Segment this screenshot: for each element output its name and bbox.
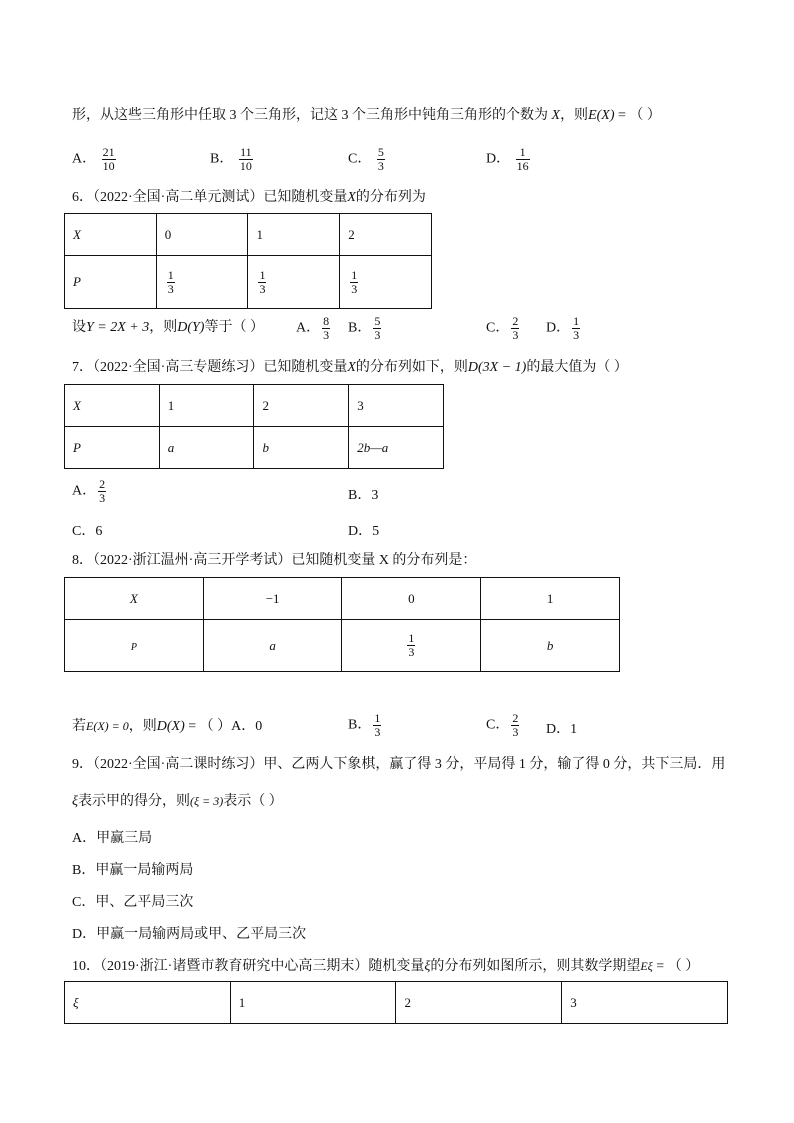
q7-stem bbox=[72, 358, 628, 378]
table-cell: 0 bbox=[156, 214, 248, 256]
fraction bbox=[167, 269, 175, 296]
denominator: 16 bbox=[516, 159, 529, 173]
q8-table bbox=[64, 577, 620, 672]
fraction bbox=[322, 315, 330, 342]
q8-expr-d: D(X) bbox=[156, 719, 185, 734]
table-cell bbox=[159, 427, 254, 469]
denominator: 10 bbox=[102, 159, 115, 173]
cell-text: b bbox=[546, 637, 554, 653]
denominator: 3 bbox=[408, 645, 415, 659]
q5-eq: = （ ） bbox=[614, 108, 661, 123]
q6-option-b bbox=[348, 315, 383, 342]
q6-table bbox=[64, 213, 432, 309]
q9-option-b: B．甲赢一局输两局 bbox=[72, 863, 194, 878]
q10-stem-c: = （ ） bbox=[652, 959, 700, 974]
fraction bbox=[373, 712, 381, 739]
option-label: C． bbox=[348, 151, 372, 167]
numerator: 5 bbox=[377, 145, 384, 159]
q10-stem bbox=[72, 956, 699, 977]
option-label: A． bbox=[72, 483, 97, 499]
table-cell: −1 bbox=[203, 578, 342, 620]
table-cell: 2 bbox=[396, 982, 562, 1024]
q10-stem-b: 的分布列如图所示，则其数学期望 bbox=[430, 959, 641, 974]
table-cell bbox=[65, 427, 160, 469]
table-cell: 3 bbox=[562, 982, 728, 1024]
cell-text: 2b—a bbox=[357, 439, 389, 455]
numerator: 21 bbox=[102, 145, 115, 159]
option-label: D． bbox=[546, 320, 571, 336]
q9-stem: 9．（2022·全国·高二课时练习）甲、乙两人下象棋，赢了得 3 分，平局得 1 分，输了得 0 分，共下三局．用 bbox=[72, 757, 726, 772]
q10-var: ξ bbox=[424, 959, 431, 974]
q9-xi: ξ bbox=[72, 794, 78, 809]
q6-line-c: 等于（ ） bbox=[204, 320, 264, 335]
cell-text: a bbox=[269, 637, 276, 653]
cell-text: P bbox=[73, 274, 81, 289]
q6-option-d bbox=[546, 315, 582, 342]
denominator: 3 bbox=[167, 281, 174, 296]
fraction bbox=[511, 712, 519, 739]
cell-text: P bbox=[73, 439, 81, 455]
fraction bbox=[350, 269, 358, 296]
q8-option-c bbox=[486, 712, 521, 739]
q6-line-b: ，则 bbox=[149, 320, 178, 335]
q5-stem-text: 形，从这些三角形中任取 3 个三角形，记这 3 个三角形中钝角三角形的个数为 bbox=[72, 108, 548, 123]
q6-stem bbox=[72, 188, 426, 208]
cell-text: X bbox=[73, 226, 81, 242]
q10-table bbox=[64, 981, 728, 1024]
option-label: B． bbox=[210, 151, 234, 167]
q7-option-c: C．6 bbox=[72, 524, 103, 539]
q7-stem-a: 7．（2022·全国·高三专题练习）已知随机变量 bbox=[72, 360, 348, 375]
cell-text: b bbox=[262, 439, 269, 455]
option-label: C． bbox=[486, 320, 510, 336]
table-cell bbox=[65, 385, 160, 427]
fraction bbox=[377, 146, 385, 173]
q6-option-a bbox=[296, 315, 332, 342]
denominator: 3 bbox=[259, 281, 266, 296]
q9-option-a: A．甲赢三局 bbox=[72, 831, 153, 846]
table-cell: 1 bbox=[230, 982, 396, 1024]
cell-text: ξ bbox=[73, 994, 79, 1010]
table-cell bbox=[340, 256, 432, 309]
denominator: 10 bbox=[239, 159, 252, 173]
option-label: A． bbox=[72, 151, 97, 167]
q5-expr: E(X) bbox=[588, 108, 615, 123]
table-cell bbox=[254, 427, 349, 469]
q8-option-d: D．1 bbox=[546, 722, 578, 737]
numerator: 1 bbox=[351, 267, 358, 282]
fraction bbox=[407, 632, 415, 659]
fraction bbox=[373, 315, 381, 342]
table-cell bbox=[65, 982, 231, 1024]
q9-line2-c: 表示（ ） bbox=[223, 794, 283, 809]
option-label: B． bbox=[348, 717, 372, 733]
q7-stem-c: 的最大值为（ ） bbox=[526, 360, 628, 375]
denominator: 3 bbox=[573, 328, 580, 342]
q6-line-a: 设 bbox=[72, 320, 86, 335]
option-label: B． bbox=[348, 320, 372, 336]
q9-option-c: C．甲、乙平局三次 bbox=[72, 895, 194, 910]
denominator: 3 bbox=[351, 281, 358, 296]
denominator: 3 bbox=[512, 725, 519, 739]
table-cell: 2 bbox=[340, 214, 432, 256]
table-cell bbox=[65, 256, 157, 309]
q7-table bbox=[64, 384, 444, 469]
fraction bbox=[516, 146, 530, 173]
cell-text: X bbox=[129, 590, 138, 606]
q8-question-line bbox=[72, 716, 262, 737]
q6-var: X bbox=[347, 190, 356, 205]
q7-option-d: D．5 bbox=[348, 524, 380, 539]
q7-stem-b: 的分布列如下，则 bbox=[355, 360, 468, 375]
q5-var: X bbox=[551, 108, 561, 123]
q8-expr-e: E(X) = 0 bbox=[86, 719, 129, 733]
q6-option-c bbox=[486, 315, 521, 342]
numerator: 1 bbox=[516, 146, 530, 160]
q5-stem bbox=[72, 106, 661, 126]
fraction bbox=[511, 315, 519, 342]
numerator: 1 bbox=[573, 314, 580, 328]
cell-text: a bbox=[167, 439, 175, 455]
table-cell bbox=[65, 620, 204, 672]
table-cell bbox=[65, 578, 204, 620]
q7-option-a bbox=[72, 478, 108, 505]
denominator: 3 bbox=[377, 159, 384, 173]
denominator: 3 bbox=[512, 328, 519, 342]
numerator: 2 bbox=[512, 314, 519, 328]
table-cell bbox=[203, 620, 342, 672]
numerator: 8 bbox=[323, 314, 330, 328]
q8-option-b bbox=[348, 712, 383, 739]
q5-option-d bbox=[486, 146, 532, 173]
denominator: 3 bbox=[323, 328, 330, 342]
q8-line-a: 若 bbox=[72, 719, 86, 734]
table-cell bbox=[349, 427, 444, 469]
q9-stem-line2 bbox=[72, 791, 283, 812]
table-cell: 1 bbox=[481, 578, 620, 620]
q7-expr: D(3X − 1) bbox=[467, 360, 527, 375]
fraction bbox=[102, 146, 116, 173]
option-label: D． bbox=[486, 151, 511, 167]
numerator: 5 bbox=[374, 314, 381, 328]
denominator: 3 bbox=[99, 491, 106, 505]
table-cell bbox=[342, 620, 481, 672]
q10-stem-a: 10．（2019·浙江·诸暨市教育研究中心高三期末）随机变量 bbox=[72, 959, 425, 974]
q8-stem: 8．（2022·浙江温州·高三开学考试）已知随机变量 X 的分布列是： bbox=[72, 553, 477, 568]
table-cell: 0 bbox=[342, 578, 481, 620]
table-cell: 2 bbox=[254, 385, 349, 427]
q7-option-b: B．3 bbox=[348, 488, 379, 503]
table-cell: 1 bbox=[159, 385, 254, 427]
denominator: 3 bbox=[374, 725, 381, 739]
table-cell: 3 bbox=[349, 385, 444, 427]
numerator: 2 bbox=[99, 477, 106, 491]
numerator: 11 bbox=[240, 145, 252, 159]
numerator: 1 bbox=[167, 267, 174, 282]
q5-ask: ，则 bbox=[560, 108, 589, 123]
option-label: C． bbox=[486, 717, 510, 733]
denominator: 3 bbox=[374, 328, 381, 342]
q5-option-c bbox=[348, 146, 387, 173]
table-cell bbox=[65, 214, 157, 256]
fraction bbox=[239, 146, 253, 173]
q6-stem-a: 6．（2022·全国·高二单元测试）已知随机变量 bbox=[72, 190, 348, 205]
table-cell bbox=[248, 256, 340, 309]
numerator: 1 bbox=[408, 631, 415, 645]
fraction bbox=[572, 315, 580, 342]
q10-expr: Eξ bbox=[640, 959, 653, 973]
q8-line-c: = （ ）A．0 bbox=[184, 719, 263, 734]
fraction bbox=[258, 269, 266, 296]
q5-option-a bbox=[72, 146, 118, 173]
numerator: 1 bbox=[374, 711, 381, 725]
fraction bbox=[98, 478, 106, 505]
option-label: A． bbox=[296, 320, 321, 336]
q6-expr-y: Y = 2X + 3 bbox=[86, 320, 150, 335]
numerator: 1 bbox=[259, 267, 266, 282]
cell-text: X bbox=[73, 397, 81, 413]
table-cell bbox=[156, 256, 248, 309]
q9-line2-b: 表示甲的得分，则 bbox=[78, 794, 190, 809]
q6-expr-d: D(Y) bbox=[177, 320, 205, 335]
table-cell: 1 bbox=[248, 214, 340, 256]
numerator: 2 bbox=[512, 711, 519, 725]
q5-option-b bbox=[210, 146, 255, 173]
q9-option-d: D．甲赢一局输两局或甲、乙平局三次 bbox=[72, 927, 307, 942]
q7-var: X bbox=[347, 360, 356, 375]
cell-text: P bbox=[130, 641, 137, 653]
q6-stem-b: 的分布列为 bbox=[355, 190, 426, 205]
q6-question-line bbox=[72, 318, 264, 338]
q9-expr: (ξ = 3) bbox=[190, 794, 224, 808]
table-cell bbox=[481, 620, 620, 672]
q8-line-b: ，则 bbox=[128, 719, 157, 734]
